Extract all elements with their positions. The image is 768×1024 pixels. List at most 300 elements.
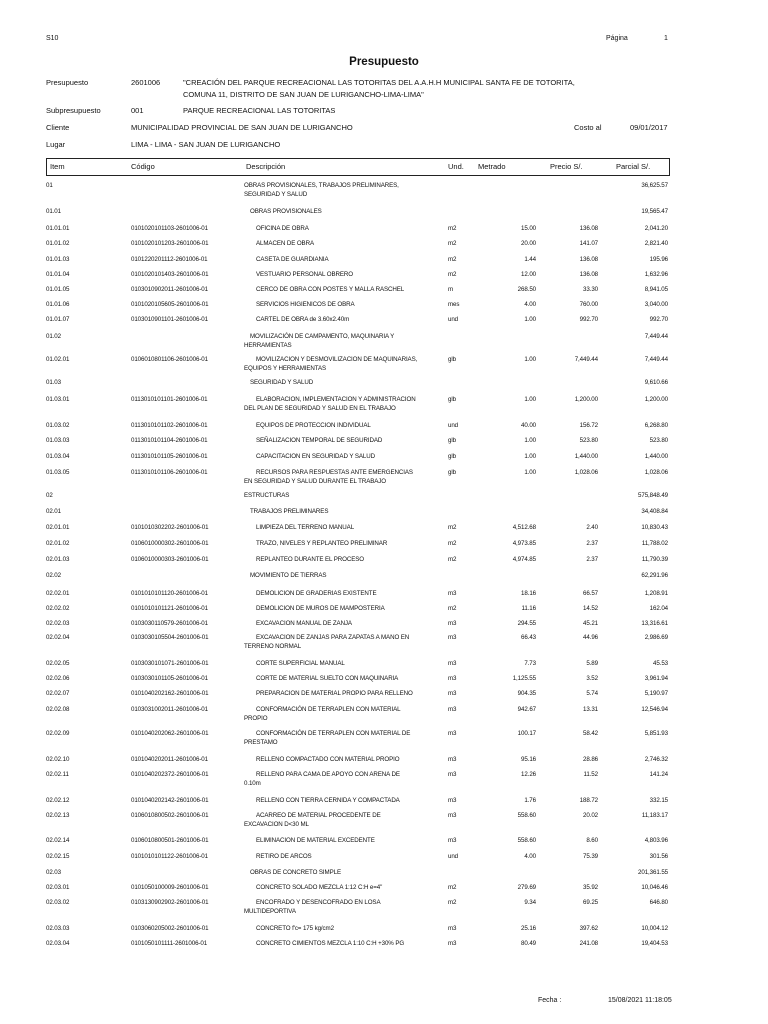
subpresupuesto-label: Subpresupuesto: [46, 106, 101, 115]
presupuesto-description-line1: "CREACIÓN DEL PARQUE RECREACIONAL LAS TOTORITAS DEL A.A.H.H MUNICIPAL SANTA FE DE TOTORITA,: [183, 78, 575, 87]
cell-parcial: 6,268.80: [644, 422, 668, 429]
cell-codigo: 0106010000303-2601006-01: [131, 556, 209, 563]
cell-und: glb: [448, 356, 456, 363]
presupuesto-label: Presupuesto: [46, 78, 89, 87]
cell-descripcion: OBRAS PROVISIONALES: [250, 208, 322, 215]
cell-metrado: 11.16: [521, 605, 536, 612]
cell-descripcion: ALMACEN DE OBRA: [256, 240, 314, 247]
cell-metrado: 18.16: [521, 590, 536, 597]
cell-precio: 66.57: [583, 590, 598, 597]
cell-und: m3: [448, 634, 457, 641]
cell-parcial: 1,200.00: [644, 396, 668, 403]
cell-item: 01.02.01: [46, 356, 70, 363]
cell-parcial: 3,040.00: [644, 301, 668, 308]
cell-parcial: 45.53: [653, 660, 668, 667]
cell-und: m3: [448, 730, 457, 737]
cell-precio: 14.52: [583, 605, 598, 612]
cell-parcial: 162.04: [649, 605, 668, 612]
cell-descripcion: ACARREO DE MATERIAL PROCEDENTE DE: [256, 812, 381, 819]
cell-codigo: 0106010801106-2601006-01: [131, 356, 208, 363]
cell-metrado: 66.43: [521, 634, 536, 641]
cell-und: m3: [448, 797, 457, 804]
cell-descripcion-cont: PRESTAMO: [244, 739, 278, 746]
cell-descripcion: RETIRO DE ARCOS: [256, 853, 312, 860]
cell-item: 02.02.10: [46, 756, 70, 763]
cell-metrado: 4,974.85: [512, 556, 536, 563]
cell-item: 02.03.04: [46, 940, 70, 947]
cell-metrado: 1.00: [524, 437, 536, 444]
cell-codigo: 0101010302202-2601006-01: [131, 524, 209, 531]
cell-und: m2: [448, 256, 457, 263]
cell-descripcion: MOVIMIENTO DE TIERRAS: [250, 572, 327, 579]
cell-precio: 2.37: [586, 556, 598, 563]
col-item: Item: [50, 162, 65, 171]
cell-codigo: 0101040202372-2601006-01: [131, 771, 209, 778]
cell-item: 01.01.01: [46, 225, 70, 232]
cell-metrado: 25.16: [521, 925, 536, 932]
cell-descripcion: CERCO DE OBRA CON POSTES Y MALLA RASCHEL: [256, 286, 405, 293]
cell-precio: 992.70: [579, 316, 598, 323]
cell-descripcion: CORTE SUPERFICIAL MANUAL: [256, 660, 345, 667]
cell-descripcion: CORTE DE MATERIAL SUELTO CON MAQUINARIA: [256, 675, 399, 682]
cell-metrado: 942.67: [517, 706, 536, 713]
cell-parcial: 7,449.44: [644, 333, 668, 340]
cell-und: m3: [448, 690, 457, 697]
cell-precio: 5.74: [586, 690, 598, 697]
cell-parcial: 2,821.40: [644, 240, 668, 247]
cell-metrado: 9.34: [524, 899, 536, 906]
cell-descripcion: EQUIPOS DE PROTECCION INDIVIDUAL: [256, 422, 371, 429]
cell-und: m3: [448, 771, 457, 778]
cell-parcial: 19,404.53: [641, 940, 668, 947]
cell-codigo: 0113010101102-2601006-01: [131, 422, 208, 429]
cell-und: glb: [448, 453, 456, 460]
cell-descripcion: TRAZO, NIVELES Y REPLANTEO PRELIMINAR: [256, 540, 388, 547]
cell-parcial: 332.15: [649, 797, 668, 804]
cell-parcial: 992.70: [649, 316, 668, 323]
cell-descripcion: PREPARACION DE MATERIAL PROPIO PARA RELLENO: [256, 690, 413, 697]
cell-descripcion: REPLANTEO DURANTE EL PROCESO: [256, 556, 365, 563]
cell-codigo: 0103030101071-2601006-01: [131, 660, 209, 667]
cell-und: m2: [448, 524, 457, 531]
cell-descripcion: MOVILIZACION Y DESMOVILIZACION DE MAQUINARIAS,: [256, 356, 418, 363]
cell-parcial: 3,961.94: [644, 675, 668, 682]
cell-und: glb: [448, 396, 456, 403]
cell-item: 01.03.03: [46, 437, 70, 444]
cell-item: 02.02.11: [46, 771, 69, 778]
cell-und: m3: [448, 925, 457, 932]
cell-und: m3: [448, 660, 457, 667]
cell-metrado: 1.00: [524, 396, 536, 403]
cell-descripcion: OBRAS DE CONCRETO SIMPLE: [250, 869, 342, 876]
cell-parcial: 11,790.39: [641, 556, 668, 563]
col-descripcion: Descripción: [246, 162, 286, 171]
cell-precio: 45.21: [583, 620, 598, 627]
cell-precio: 523.80: [579, 437, 598, 444]
cell-metrado: 558.60: [517, 837, 536, 844]
cell-metrado: 904.35: [517, 690, 536, 697]
cell-codigo: 0101050100009-2601006-01: [131, 884, 209, 891]
cell-parcial: 5,190.97: [644, 690, 668, 697]
cell-metrado: 4.00: [524, 301, 536, 308]
cliente-label: Cliente: [46, 123, 70, 132]
cell-metrado: 40.00: [521, 422, 536, 429]
cell-precio: 1,200.00: [574, 396, 598, 403]
cell-metrado: 15.00: [521, 225, 536, 232]
cell-codigo: 0101020101103-2601006-01: [131, 225, 208, 232]
cell-und: und: [448, 853, 459, 860]
cell-item: 01.01.04: [46, 271, 70, 278]
cell-metrado: 1.00: [524, 469, 536, 476]
cell-item: 01.01.03: [46, 256, 70, 263]
cell-parcial: 36,625.57: [641, 182, 668, 189]
cell-metrado: 12.00: [521, 271, 536, 278]
page-label: Página: [606, 35, 628, 42]
cell-codigo: 0101010101122-2601006-01: [131, 853, 208, 860]
cell-codigo: 0101020105605-2601006-01: [131, 301, 209, 308]
cell-parcial: 523.80: [649, 437, 668, 444]
cell-item: 02: [46, 492, 53, 499]
cell-descripcion: DEMOLICION DE MUROS DE MAMPOSTERIA: [256, 605, 385, 612]
cell-descripcion: TRABAJOS PRELIMINARES: [250, 508, 329, 515]
cell-und: und: [448, 316, 459, 323]
cell-codigo: 0113010101105-2601006-01: [131, 453, 208, 460]
cell-codigo: 0103030105504-2601006-01: [131, 634, 209, 641]
cell-codigo: 0101040202062-2601006-01: [131, 730, 209, 737]
cell-item: 01.03.05: [46, 469, 70, 476]
cell-item: 02.02.08: [46, 706, 70, 713]
cell-precio: 1,440.00: [574, 453, 598, 460]
cell-codigo: 0106010000302-2601006-01: [131, 540, 209, 547]
cell-parcial: 62,291.96: [641, 572, 668, 579]
cell-precio: 20.02: [583, 812, 598, 819]
cell-precio: 397.62: [579, 925, 598, 932]
col-und: Und.: [448, 162, 464, 171]
cell-codigo: 0101020101403-2601006-01: [131, 271, 209, 278]
cell-parcial: 141.24: [649, 771, 668, 778]
cell-item: 02.02.15: [46, 853, 70, 860]
cell-item: 01.03.01: [46, 396, 70, 403]
cell-parcial: 9,610.66: [644, 379, 668, 386]
cell-item: 02.03.02: [46, 899, 70, 906]
cell-parcial: 301.56: [649, 853, 668, 860]
cell-descripcion-cont: HERRAMIENTAS: [244, 342, 292, 349]
report-code: S10: [46, 35, 59, 42]
cell-descripcion: SERVICIOS HIGIENICOS DE OBRA: [256, 301, 355, 308]
cell-metrado: 1.00: [524, 316, 536, 323]
cell-descripcion: OBRAS PROVISIONALES, TRABAJOS PRELIMINARES,: [244, 182, 399, 189]
cell-und: glb: [448, 437, 456, 444]
lugar-value: LIMA - LIMA - SAN JUAN DE LURIGANCHO: [131, 140, 281, 149]
cell-descripcion: CAPACITACION EN SEGURIDAD Y SALUD: [256, 453, 375, 460]
cell-item: 01.02: [46, 333, 61, 340]
cell-descripcion: VESTUARIO PERSONAL OBRERO: [256, 271, 353, 278]
cell-precio: 33.30: [583, 286, 598, 293]
cell-und: glb: [448, 469, 456, 476]
cell-item: 01.01.05: [46, 286, 70, 293]
cell-precio: 2.37: [586, 540, 598, 547]
col-metrado: Metrado: [478, 162, 506, 171]
cell-descripcion-cont: EXCAVACION D<30 ML: [244, 821, 309, 828]
cell-codigo: 0101040202142-2601006-01: [131, 797, 209, 804]
cell-metrado: 100.17: [517, 730, 536, 737]
cell-precio: 760.00: [579, 301, 598, 308]
cell-metrado: 558.60: [517, 812, 536, 819]
cell-precio: 44.96: [583, 634, 598, 641]
cell-parcial: 575,848.49: [638, 492, 668, 499]
cell-codigo: 0113010101101-2601006-01: [131, 396, 208, 403]
cell-descripcion: CONCRETO CIMIENTOS MEZCLA 1:10 C:H +30% PG: [256, 940, 405, 947]
cell-und: m2: [448, 605, 457, 612]
cell-item: 02.02.06: [46, 675, 70, 682]
cell-und: m3: [448, 620, 457, 627]
cell-codigo: 0113010101104-2601006-01: [131, 437, 208, 444]
cell-descripcion-cont: MULTIDEPORTIVA: [244, 908, 296, 915]
cell-descripcion: EXCAVACION MANUAL DE ZANJA: [256, 620, 352, 627]
cell-parcial: 2,986.69: [644, 634, 668, 641]
cell-item: 02.02.01: [46, 590, 70, 597]
cell-descripcion: CONFORMACIÓN DE TERRAPLEN CON MATERIAL: [256, 706, 401, 713]
cell-und: m2: [448, 540, 457, 547]
cell-codigo: 0101040202162-2601006-01: [131, 690, 209, 697]
cell-metrado: 294.55: [517, 620, 536, 627]
cell-codigo: 0101010101120-2601006-01: [131, 590, 208, 597]
cell-parcial: 34,408.84: [641, 508, 668, 515]
page-number: 1: [664, 35, 668, 42]
cell-parcial: 195.96: [649, 256, 668, 263]
cell-parcial: 1,208.91: [644, 590, 668, 597]
cell-descripcion: RELLENO CON TIERRA CERNIDA Y COMPACTADA: [256, 797, 400, 804]
cell-item: 01: [46, 182, 53, 189]
cell-und: m3: [448, 812, 457, 819]
cell-precio: 136.08: [579, 271, 598, 278]
cell-metrado: 4,973.85: [512, 540, 536, 547]
cell-item: 01.01: [46, 208, 61, 215]
cell-precio: 136.08: [579, 225, 598, 232]
cell-item: 02.02.03: [46, 620, 70, 627]
cell-precio: 28.86: [583, 756, 598, 763]
cell-item: 02.02.05: [46, 660, 70, 667]
cell-und: und: [448, 422, 459, 429]
cell-item: 01.01.02: [46, 240, 70, 247]
cell-precio: 8.60: [586, 837, 598, 844]
cell-descripcion-cont: 0.10m: [244, 780, 261, 787]
cell-codigo: 0101220201112-2601006-01: [131, 256, 208, 263]
cell-und: m3: [448, 756, 457, 763]
cliente-value: MUNICIPALIDAD PROVINCIAL DE SAN JUAN DE LURIGANCHO: [131, 123, 353, 132]
cell-codigo: 0103130902902-2601006-01: [131, 899, 209, 906]
cell-item: 02.01.02: [46, 540, 70, 547]
cell-und: m2: [448, 271, 457, 278]
cell-parcial: 12,546.94: [641, 706, 668, 713]
cell-item: 02.02.04: [46, 634, 70, 641]
cell-precio: 7,449.44: [574, 356, 598, 363]
cell-precio: 1,028.06: [574, 469, 598, 476]
subpresupuesto-code: 001: [131, 106, 144, 115]
cell-parcial: 7,449.44: [644, 356, 668, 363]
document-title: Presupuesto: [349, 56, 419, 68]
cell-codigo: 0106010800501-2601006-01: [131, 837, 209, 844]
cell-parcial: 10,004.12: [641, 925, 668, 932]
cell-metrado: 80.49: [521, 940, 536, 947]
cell-precio: 58.42: [583, 730, 598, 737]
fecha-value: 15/08/2021 11:18:05: [608, 997, 672, 1004]
cell-descripcion: RELLENO COMPACTADO CON MATERIAL PROPIO: [256, 756, 400, 763]
cell-descripcion: LIMPIEZA DEL TERRENO MANUAL: [256, 524, 355, 531]
cell-metrado: 1.00: [524, 356, 536, 363]
cell-codigo: 0101020101203-2601006-01: [131, 240, 209, 247]
cell-item: 01.01.07: [46, 316, 70, 323]
cell-item: 01.01.06: [46, 301, 70, 308]
cell-precio: 3.52: [586, 675, 598, 682]
cell-und: m3: [448, 675, 457, 682]
cell-item: 02.02.07: [46, 690, 70, 697]
presupuesto-description-line2: COMUNA 11, DISTRITO DE SAN JUAN DE LURIGANCHO-LIMA-LIMA": [183, 90, 424, 99]
cell-item: 02.01.01: [46, 524, 70, 531]
cell-metrado: 95.16: [521, 756, 536, 763]
cell-descripcion: RECURSOS PARA RESPUESTAS ANTE EMERGENCIAS: [256, 469, 413, 476]
cell-precio: 2.40: [586, 524, 598, 531]
cell-descripcion: EXCAVACION DE ZANJAS PARA ZAPATAS A MANO EN: [256, 634, 410, 641]
cell-codigo: 0101040202011-2601006-01: [131, 756, 208, 763]
col-parcial: Parcial S/.: [616, 162, 651, 171]
cell-item: 02.01: [46, 508, 61, 515]
lugar-label: Lugar: [46, 140, 66, 149]
cell-metrado: 1.44: [524, 256, 536, 263]
cell-descripcion: OFICINA DE OBRA: [256, 225, 309, 232]
cell-descripcion-cont: TERRENO NORMAL: [244, 643, 302, 650]
cell-descripcion-cont: SEGURIDAD Y SALUD: [244, 191, 308, 198]
cell-item: 01.03.02: [46, 422, 70, 429]
cell-descripcion: SEÑALIZACION TEMPORAL DE SEGURIDAD: [256, 437, 383, 444]
cell-precio: 11.52: [583, 771, 598, 778]
cell-codigo: 0106010800502-2601006-01: [131, 812, 209, 819]
cell-precio: 13.31: [583, 706, 598, 713]
cell-item: 02.03.01: [46, 884, 70, 891]
cell-metrado: 20.00: [521, 240, 536, 247]
cell-item: 01.03: [46, 379, 61, 386]
cell-descripcion: MOVILIZACIÓN DE CAMPAMENTO, MAQUINARIA Y: [250, 333, 395, 340]
cell-codigo: 0113010101106-2601006-01: [131, 469, 208, 476]
cell-item: 02.03.03: [46, 925, 70, 932]
cell-parcial: 8,941.05: [644, 286, 668, 293]
costo-date: 09/01/2017: [630, 123, 668, 132]
cell-descripcion: CASETA DE GUARDIANIA: [256, 256, 329, 263]
cell-precio: 75.39: [583, 853, 598, 860]
cell-codigo: 0103031002011-2601006-01: [131, 706, 208, 713]
cell-und: m3: [448, 940, 457, 947]
presupuesto-code: 2601006: [131, 78, 161, 87]
cell-parcial: 19,565.47: [641, 208, 668, 215]
cell-precio: 5.89: [586, 660, 598, 667]
cell-metrado: 279.69: [517, 884, 536, 891]
cell-descripcion-cont: EN SEGURIDAD Y SALUD DURANTE EL TRABAJO: [244, 478, 387, 485]
cell-precio: 35.92: [583, 884, 598, 891]
cell-metrado: 1.76: [524, 797, 536, 804]
cell-und: m3: [448, 590, 457, 597]
fecha-label: Fecha :: [538, 997, 562, 1004]
cell-item: 02.01.03: [46, 556, 70, 563]
cell-codigo: 0103030101105-2601006-01: [131, 675, 208, 682]
cell-und: m: [448, 286, 454, 293]
cell-descripcion: ELABORACION, IMPLEMENTACION Y ADMINISTRACION: [256, 396, 416, 403]
cell-parcial: 1,028.06: [644, 469, 668, 476]
cell-descripcion: ENCOFRADO Y DESENCOFRADO EN LOSA: [256, 899, 381, 906]
cell-und: m2: [448, 899, 457, 906]
cell-descripcion: SEGURIDAD Y SALUD: [250, 379, 314, 386]
cell-item: 02.02.13: [46, 812, 70, 819]
cell-descripcion: ELIMINACION DE MATERIAL EXCEDENTE: [256, 837, 375, 844]
cell-parcial: 10,830.43: [641, 524, 668, 531]
cell-parcial: 11,788.02: [641, 540, 668, 547]
cell-metrado: 4,512.68: [512, 524, 536, 531]
cell-codigo: 0103010901101-2601006-01: [131, 316, 208, 323]
cell-descripcion: RELLENO PARA CAMA DE APOYO CON ARENA DE: [256, 771, 400, 778]
cell-descripcion: CONCRETO f'c= 175 kg/cm2: [256, 925, 334, 932]
cell-parcial: 646.80: [649, 899, 668, 906]
cell-metrado: 4.00: [524, 853, 536, 860]
cell-descripcion: DEMOLICION DE GRADERIAS EXISTENTE: [256, 590, 377, 597]
cell-descripcion-cont: EQUIPOS Y HERRAMIENTAS: [244, 365, 327, 372]
cell-precio: 69.25: [583, 899, 598, 906]
cell-item: 02.02: [46, 572, 61, 579]
cell-codigo: 0101010101121-2601006-01: [131, 605, 208, 612]
cell-metrado: 1,125.55: [512, 675, 536, 682]
cell-metrado: 1.00: [524, 453, 536, 460]
cell-codigo: 0103010902011-2601006-01: [131, 286, 208, 293]
cell-und: m2: [448, 556, 457, 563]
subpresupuesto-description: PARQUE RECREACIONAL LAS TOTORITAS: [183, 106, 336, 115]
cell-precio: 136.08: [579, 256, 598, 263]
cell-precio: 141.07: [579, 240, 598, 247]
cell-metrado: 7.73: [524, 660, 536, 667]
cell-und: m2: [448, 225, 457, 232]
cell-und: m3: [448, 837, 457, 844]
cell-parcial: 5,851.93: [644, 730, 668, 737]
cell-codigo: 0103030110579-2601006-01: [131, 620, 208, 627]
cell-parcial: 201,361.55: [638, 869, 668, 876]
cell-metrado: 12.26: [521, 771, 536, 778]
cell-codigo: 0103060205002-2601006-01: [131, 925, 209, 932]
costo-label: Costo al: [574, 123, 602, 132]
cell-und: m2: [448, 240, 457, 247]
cell-parcial: 2,041.20: [644, 225, 668, 232]
cell-und: m3: [448, 706, 457, 713]
cell-descripcion-cont: PROPIO: [244, 715, 268, 722]
cell-parcial: 1,632.96: [644, 271, 668, 278]
cell-parcial: 4,803.96: [644, 837, 668, 844]
cell-item: 02.02.14: [46, 837, 70, 844]
cell-und: m2: [448, 884, 457, 891]
cell-parcial: 1,440.00: [644, 453, 668, 460]
cell-descripcion: CONCRETO SOLADO MEZCLA 1:12 C:H e=4": [256, 884, 383, 891]
cell-metrado: 268.50: [517, 286, 536, 293]
cell-item: 02.03: [46, 869, 61, 876]
cell-precio: 188.72: [579, 797, 598, 804]
cell-codigo: 0101050101111-2601006-01: [131, 940, 208, 947]
cell-item: 02.02.09: [46, 730, 70, 737]
cell-parcial: 2,746.32: [644, 756, 668, 763]
cell-precio: 241.08: [579, 940, 598, 947]
cell-item: 02.02.02: [46, 605, 70, 612]
cell-parcial: 10,046.46: [641, 884, 668, 891]
cell-parcial: 11,183.17: [641, 812, 668, 819]
cell-descripcion-cont: DEL PLAN DE SEGURIDAD Y SALUD EN EL TRABAJO: [244, 405, 396, 412]
cell-item: 02.02.12: [46, 797, 70, 804]
col-precio: Precio S/.: [550, 162, 583, 171]
cell-descripcion: CARTEL DE OBRA de 3.60x2.40m: [256, 316, 350, 323]
cell-descripcion: ESTRUCTURAS: [244, 492, 290, 499]
